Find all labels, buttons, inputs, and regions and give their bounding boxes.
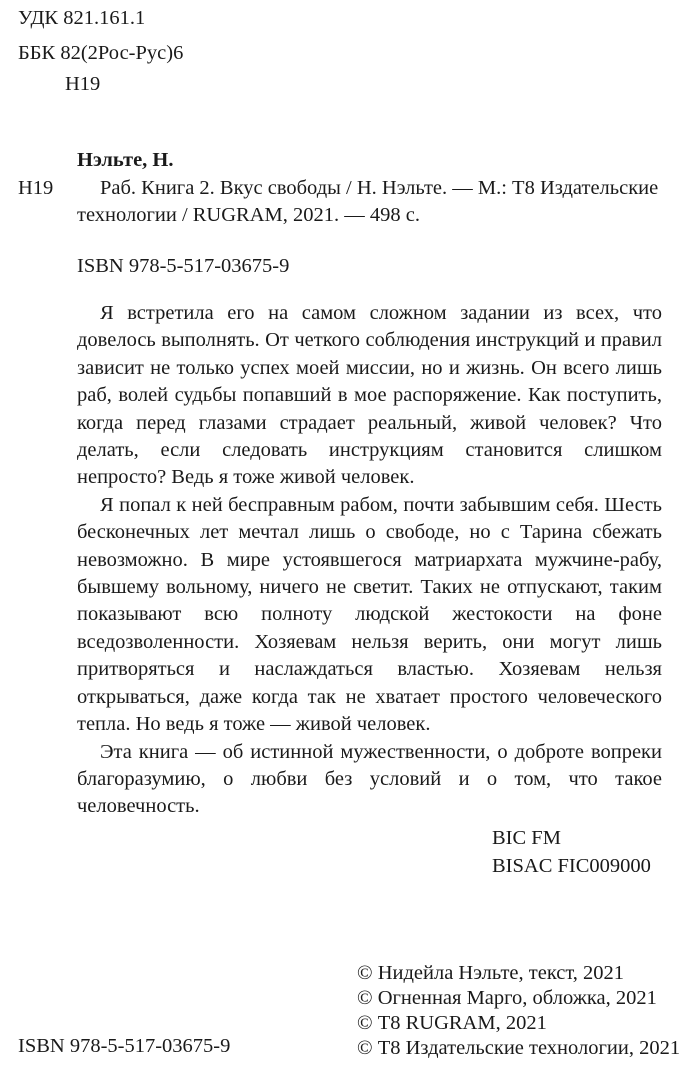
annotation <box>77 300 662 821</box>
bibliographic-description-line-2: технологии / RUGRAM, 2021. — 498 с. <box>77 204 420 226</box>
author-mark-top: Н19 <box>65 73 101 95</box>
annotation-paragraph: Я встретила его на самом сложном задании из всех, что довелось выполнять. От четкого соблюдения инструкций и правил зависит не только успех моей миссии, но и жизнь. Он всего лишь раб, волей судьбы попавший в мое распоряжение. Как поступить, когда перед глазами страдает реальный, живой человек? Что делать, если следовать инструкциям становится слишком непросто? Ведь я тоже живой человек. <box>77 302 662 489</box>
author-mark: Н19 <box>18 177 54 199</box>
bbk-code: ББК 82(2Рос-Рус)6 <box>18 42 184 64</box>
bibliographic-description-line-1: Раб. Книга 2. Вкус свободы / Н. Нэльте. — М.: Т8 Издательские <box>100 177 659 199</box>
author-name: Нэльте, Н. <box>77 149 174 171</box>
copyright-line: © Огненная Марго, обложка, 2021 <box>357 987 657 1009</box>
bic-code: BIC FM <box>492 827 561 849</box>
copyright-line: © Т8 Издательские технологии, 2021 <box>357 1037 681 1059</box>
udk-code: УДК 821.161.1 <box>18 7 146 29</box>
bisac-code: BISAC FIC009000 <box>492 855 651 877</box>
copyright-block <box>357 961 680 1061</box>
annotation-paragraph: Эта книга — об истинной мужественности, о доброте вопреки благоразумию, о любви без условий и о том, что такое человечность. <box>77 740 662 818</box>
isbn-entry: ISBN 978-5-517-03675-9 <box>77 255 290 277</box>
isbn-footer: ISBN 978-5-517-03675-9 <box>18 1035 231 1057</box>
copyright-line: © Нидейла Нэльте, текст, 2021 <box>357 962 625 984</box>
copyright-line: © Т8 RUGRAM, 2021 <box>357 1012 547 1034</box>
annotation-paragraph: Я попал к ней бесправным рабом, почти забывшим себя. Шесть бесконечных лет мечтал лишь о свободе, но с Тарина сбежать невозможно. В мире устоявшегося матриархата мужчине-рабу, бывшему вольному, ничего не светит. Таких не отпускают, таким показывают всю полноту людской жестокости на фоне вседозволенности. Хозяевам нельзя верить, они могут лишь притворяться и наслаждаться властью. Хозяевам нельзя открываться, даже когда так не хватает простого человеческого тепла. Но ведь я тоже — живой человек. <box>77 493 662 736</box>
